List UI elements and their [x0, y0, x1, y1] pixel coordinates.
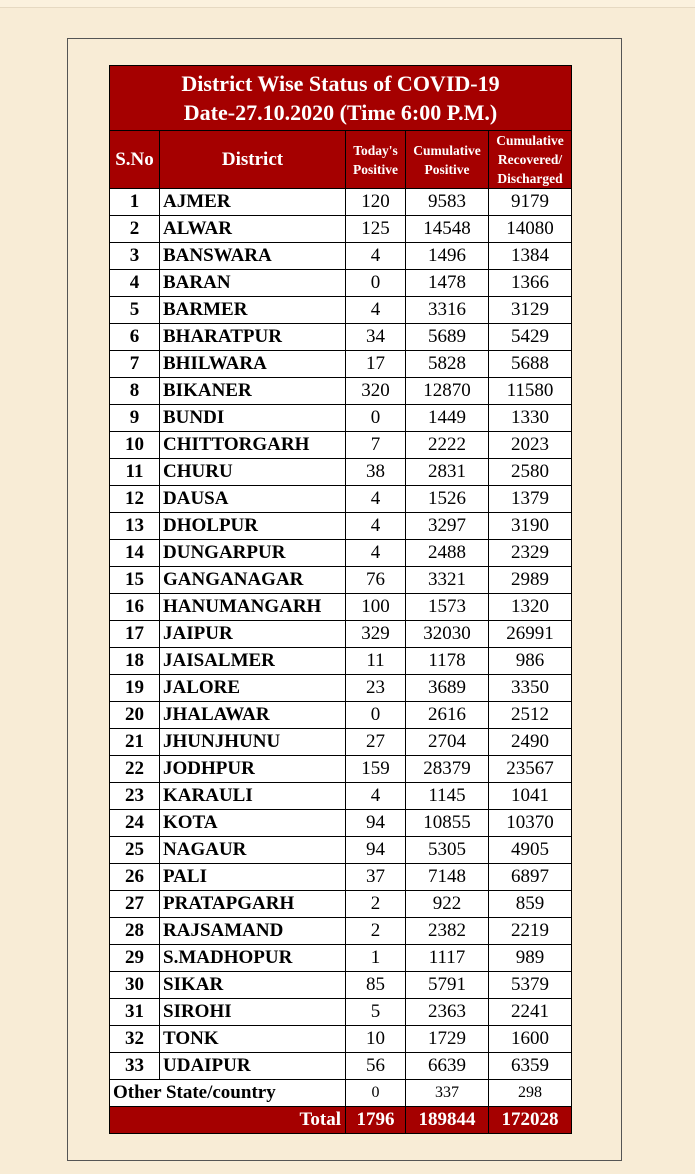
- row-district: AJMER: [160, 189, 346, 216]
- row-cumulative-recovered: 2219: [489, 918, 572, 945]
- row-today-positive: 4: [346, 297, 406, 324]
- row-cumulative-positive: 5828: [406, 351, 489, 378]
- row-district: BUNDI: [160, 405, 346, 432]
- table-row: [110, 864, 572, 891]
- header-today-positive: Today's Positive: [346, 131, 406, 189]
- row-today-positive: 1: [346, 945, 406, 972]
- row-today-positive: 23: [346, 675, 406, 702]
- table-body: [110, 189, 572, 1080]
- total-cumulative: 189844: [406, 1107, 489, 1134]
- row-sno: 17: [110, 621, 160, 648]
- row-cumulative-positive: 5791: [406, 972, 489, 999]
- row-today-positive: 5: [346, 999, 406, 1026]
- row-cumulative-positive: 9583: [406, 189, 489, 216]
- table-row: [110, 648, 572, 675]
- row-district: BHARATPUR: [160, 324, 346, 351]
- row-cumulative-recovered: 10370: [489, 810, 572, 837]
- row-cumulative-recovered: 9179: [489, 189, 572, 216]
- table-row: [110, 432, 572, 459]
- row-district: BHILWARA: [160, 351, 346, 378]
- table-row: [110, 594, 572, 621]
- row-district: JHUNJHUNU: [160, 729, 346, 756]
- table-row: [110, 243, 572, 270]
- row-district: HANUMANGARH: [160, 594, 346, 621]
- row-sno: 12: [110, 486, 160, 513]
- header-district: District: [160, 131, 346, 189]
- row-district: TONK: [160, 1026, 346, 1053]
- total-recovered: 172028: [489, 1107, 572, 1134]
- row-cumulative-recovered: 2580: [489, 459, 572, 486]
- row-district: JHALAWAR: [160, 702, 346, 729]
- table-row: [110, 756, 572, 783]
- row-cumulative-recovered: 6359: [489, 1053, 572, 1080]
- table-row: [110, 918, 572, 945]
- row-cumulative-recovered: 5379: [489, 972, 572, 999]
- other-label: Other State/country: [110, 1080, 346, 1107]
- title-line-1: District Wise Status of COVID-19: [181, 71, 500, 96]
- table-row: [110, 702, 572, 729]
- table-row: [110, 540, 572, 567]
- row-today-positive: 85: [346, 972, 406, 999]
- row-district: BIKANER: [160, 378, 346, 405]
- row-cumulative-recovered: 5688: [489, 351, 572, 378]
- row-cumulative-positive: 1729: [406, 1026, 489, 1053]
- row-cumulative-positive: 3297: [406, 513, 489, 540]
- row-cumulative-positive: 3689: [406, 675, 489, 702]
- table-row: [110, 189, 572, 216]
- row-district: KARAULI: [160, 783, 346, 810]
- row-sno: 26: [110, 864, 160, 891]
- row-cumulative-recovered: 1379: [489, 486, 572, 513]
- total-label: Total: [110, 1107, 346, 1134]
- row-cumulative-positive: 1526: [406, 486, 489, 513]
- row-cumulative-recovered: 26991: [489, 621, 572, 648]
- table-row: [110, 945, 572, 972]
- row-district: NAGAUR: [160, 837, 346, 864]
- row-cumulative-positive: 1496: [406, 243, 489, 270]
- row-today-positive: 17: [346, 351, 406, 378]
- row-sno: 11: [110, 459, 160, 486]
- row-cumulative-positive: 32030: [406, 621, 489, 648]
- row-cumulative-recovered: 1384: [489, 243, 572, 270]
- title-line-2: Date-27.10.2020 (Time 6:00 P.M.): [183, 100, 498, 125]
- row-cumulative-positive: 1178: [406, 648, 489, 675]
- table-row: [110, 459, 572, 486]
- table-row: [110, 891, 572, 918]
- row-cumulative-positive: 1145: [406, 783, 489, 810]
- row-district: ALWAR: [160, 216, 346, 243]
- row-cumulative-positive: 2704: [406, 729, 489, 756]
- row-sno: 22: [110, 756, 160, 783]
- row-today-positive: 37: [346, 864, 406, 891]
- table-row: [110, 216, 572, 243]
- row-sno: 7: [110, 351, 160, 378]
- row-sno: 29: [110, 945, 160, 972]
- row-district: S.MADHOPUR: [160, 945, 346, 972]
- row-district: KOTA: [160, 810, 346, 837]
- row-today-positive: 4: [346, 513, 406, 540]
- covid-status-table: [109, 65, 572, 1134]
- header-row: [110, 131, 572, 189]
- row-today-positive: 329: [346, 621, 406, 648]
- row-cumulative-positive: 14548: [406, 216, 489, 243]
- row-sno: 4: [110, 270, 160, 297]
- other-cumulative: 337: [406, 1080, 489, 1107]
- row-cumulative-recovered: 23567: [489, 756, 572, 783]
- row-cumulative-recovered: 6897: [489, 864, 572, 891]
- row-today-positive: 56: [346, 1053, 406, 1080]
- table-row: [110, 999, 572, 1026]
- table-row: [110, 1026, 572, 1053]
- table-row: [110, 675, 572, 702]
- row-cumulative-recovered: 1320: [489, 594, 572, 621]
- table-title: [110, 66, 572, 131]
- row-today-positive: 34: [346, 324, 406, 351]
- row-today-positive: 125: [346, 216, 406, 243]
- row-district: RAJSAMAND: [160, 918, 346, 945]
- row-cumulative-recovered: 1600: [489, 1026, 572, 1053]
- total-today: 1796: [346, 1107, 406, 1134]
- row-today-positive: 320: [346, 378, 406, 405]
- top-border: [0, 0, 695, 8]
- row-today-positive: 2: [346, 891, 406, 918]
- table-row: [110, 486, 572, 513]
- row-district: DUNGARPUR: [160, 540, 346, 567]
- row-today-positive: 4: [346, 540, 406, 567]
- row-sno: 21: [110, 729, 160, 756]
- row-sno: 23: [110, 783, 160, 810]
- row-cumulative-recovered: 5429: [489, 324, 572, 351]
- table-row: [110, 783, 572, 810]
- row-cumulative-recovered: 1330: [489, 405, 572, 432]
- row-cumulative-positive: 12870: [406, 378, 489, 405]
- row-cumulative-recovered: 989: [489, 945, 572, 972]
- row-today-positive: 10: [346, 1026, 406, 1053]
- row-today-positive: 4: [346, 783, 406, 810]
- row-district: SIKAR: [160, 972, 346, 999]
- other-today: 0: [346, 1080, 406, 1107]
- table-row: [110, 621, 572, 648]
- row-sno: 9: [110, 405, 160, 432]
- row-cumulative-positive: 2616: [406, 702, 489, 729]
- row-district: SIROHI: [160, 999, 346, 1026]
- row-today-positive: 4: [346, 243, 406, 270]
- row-cumulative-recovered: 11580: [489, 378, 572, 405]
- row-today-positive: 94: [346, 810, 406, 837]
- row-sno: 8: [110, 378, 160, 405]
- table-row: [110, 513, 572, 540]
- row-district: BANSWARA: [160, 243, 346, 270]
- row-today-positive: 76: [346, 567, 406, 594]
- row-cumulative-positive: 2222: [406, 432, 489, 459]
- row-sno: 5: [110, 297, 160, 324]
- header-sno: S.No: [110, 131, 160, 189]
- row-district: CHURU: [160, 459, 346, 486]
- row-sno: 18: [110, 648, 160, 675]
- table-row: [110, 567, 572, 594]
- table-row: [110, 297, 572, 324]
- row-sno: 19: [110, 675, 160, 702]
- table-row: [110, 270, 572, 297]
- row-district: BARMER: [160, 297, 346, 324]
- row-today-positive: 159: [346, 756, 406, 783]
- row-today-positive: 4: [346, 486, 406, 513]
- table-row: [110, 729, 572, 756]
- row-today-positive: 38: [346, 459, 406, 486]
- row-sno: 2: [110, 216, 160, 243]
- row-cumulative-positive: 922: [406, 891, 489, 918]
- row-today-positive: 2: [346, 918, 406, 945]
- row-cumulative-recovered: 859: [489, 891, 572, 918]
- row-district: PALI: [160, 864, 346, 891]
- row-today-positive: 0: [346, 270, 406, 297]
- row-cumulative-positive: 5689: [406, 324, 489, 351]
- row-district: UDAIPUR: [160, 1053, 346, 1080]
- row-cumulative-positive: 5305: [406, 837, 489, 864]
- row-cumulative-recovered: 2512: [489, 702, 572, 729]
- table-row: [110, 810, 572, 837]
- row-today-positive: 0: [346, 702, 406, 729]
- row-district: JAISALMER: [160, 648, 346, 675]
- row-district: JODHPUR: [160, 756, 346, 783]
- row-sno: 16: [110, 594, 160, 621]
- row-district: JAIPUR: [160, 621, 346, 648]
- row-sno: 33: [110, 1053, 160, 1080]
- row-today-positive: 27: [346, 729, 406, 756]
- table-row: [110, 324, 572, 351]
- row-cumulative-recovered: 2241: [489, 999, 572, 1026]
- row-cumulative-recovered: 2329: [489, 540, 572, 567]
- row-sno: 20: [110, 702, 160, 729]
- row-cumulative-positive: 3316: [406, 297, 489, 324]
- row-sno: 25: [110, 837, 160, 864]
- row-cumulative-positive: 2831: [406, 459, 489, 486]
- row-district: BARAN: [160, 270, 346, 297]
- row-district: CHITTORGARH: [160, 432, 346, 459]
- row-today-positive: 120: [346, 189, 406, 216]
- row-cumulative-positive: 1573: [406, 594, 489, 621]
- row-cumulative-recovered: 3129: [489, 297, 572, 324]
- row-district: DHOLPUR: [160, 513, 346, 540]
- row-sno: 10: [110, 432, 160, 459]
- header-cumulative-positive: Cumulative Positive: [406, 131, 489, 189]
- header-cumulative-recovered: Cumulative Recovered/ Discharged: [489, 131, 572, 189]
- other-recovered: 298: [489, 1080, 572, 1107]
- row-cumulative-positive: 6639: [406, 1053, 489, 1080]
- table-row: [110, 378, 572, 405]
- row-cumulative-recovered: 14080: [489, 216, 572, 243]
- row-sno: 32: [110, 1026, 160, 1053]
- row-cumulative-recovered: 4905: [489, 837, 572, 864]
- row-cumulative-positive: 3321: [406, 567, 489, 594]
- row-cumulative-positive: 2488: [406, 540, 489, 567]
- row-sno: 31: [110, 999, 160, 1026]
- row-sno: 27: [110, 891, 160, 918]
- row-cumulative-recovered: 3190: [489, 513, 572, 540]
- row-district: JALORE: [160, 675, 346, 702]
- row-today-positive: 94: [346, 837, 406, 864]
- row-sno: 24: [110, 810, 160, 837]
- row-sno: 13: [110, 513, 160, 540]
- row-sno: 14: [110, 540, 160, 567]
- row-cumulative-recovered: 1366: [489, 270, 572, 297]
- row-sno: 28: [110, 918, 160, 945]
- row-sno: 1: [110, 189, 160, 216]
- table-row: [110, 1053, 572, 1080]
- total-row: [110, 1107, 572, 1134]
- row-cumulative-recovered: 1041: [489, 783, 572, 810]
- row-sno: 6: [110, 324, 160, 351]
- row-cumulative-recovered: 3350: [489, 675, 572, 702]
- row-cumulative-positive: 1478: [406, 270, 489, 297]
- row-cumulative-recovered: 986: [489, 648, 572, 675]
- other-state-row: [110, 1080, 572, 1107]
- table-row: [110, 405, 572, 432]
- row-cumulative-positive: 10855: [406, 810, 489, 837]
- table-row: [110, 972, 572, 999]
- row-cumulative-positive: 1449: [406, 405, 489, 432]
- row-cumulative-recovered: 2490: [489, 729, 572, 756]
- row-cumulative-positive: 28379: [406, 756, 489, 783]
- row-cumulative-positive: 2382: [406, 918, 489, 945]
- row-cumulative-positive: 2363: [406, 999, 489, 1026]
- row-today-positive: 7: [346, 432, 406, 459]
- row-today-positive: 0: [346, 405, 406, 432]
- row-sno: 3: [110, 243, 160, 270]
- table-row: [110, 837, 572, 864]
- row-today-positive: 100: [346, 594, 406, 621]
- row-district: GANGANAGAR: [160, 567, 346, 594]
- row-cumulative-recovered: 2989: [489, 567, 572, 594]
- row-sno: 15: [110, 567, 160, 594]
- table-row: [110, 351, 572, 378]
- row-cumulative-positive: 1117: [406, 945, 489, 972]
- row-district: DAUSA: [160, 486, 346, 513]
- row-sno: 30: [110, 972, 160, 999]
- row-today-positive: 11: [346, 648, 406, 675]
- row-district: PRATAPGARH: [160, 891, 346, 918]
- row-cumulative-positive: 7148: [406, 864, 489, 891]
- row-cumulative-recovered: 2023: [489, 432, 572, 459]
